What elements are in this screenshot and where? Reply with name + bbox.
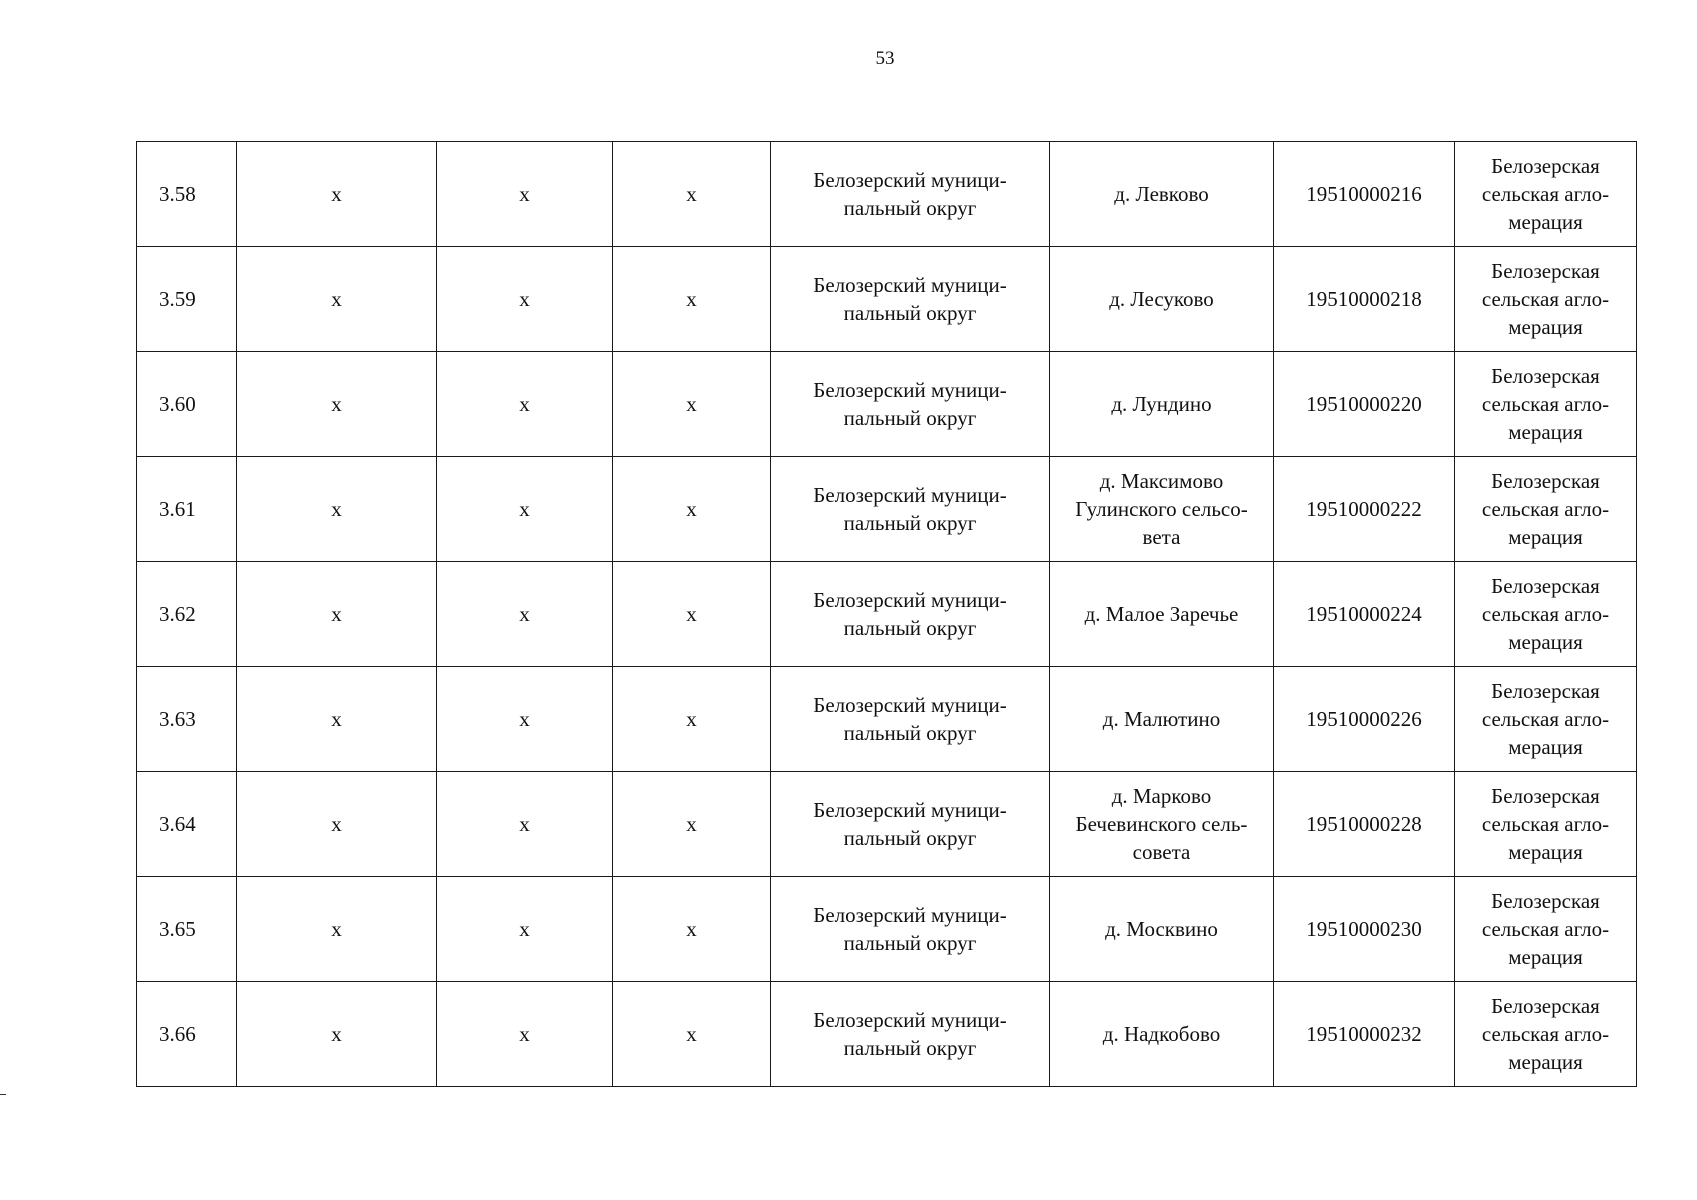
column-2-cell-text: х [331, 812, 342, 836]
settlement-cell [1050, 877, 1274, 982]
table-row [137, 352, 1637, 457]
settlement-registry-table [136, 141, 1637, 1087]
code-cell [1274, 772, 1455, 877]
column-3-cell [437, 457, 613, 562]
column-2-cell-text: х [331, 602, 342, 626]
settlement-cell [1050, 667, 1274, 772]
code-cell-text: 19510000224 [1306, 602, 1422, 626]
column-4-cell-text: х [686, 1022, 697, 1046]
agglomeration-cell [1455, 352, 1637, 457]
district-cell [771, 562, 1050, 667]
settlement-cell [1050, 247, 1274, 352]
column-2-cell [237, 982, 437, 1087]
district-cell [771, 877, 1050, 982]
settlement-cell-text: д. Надкобово [1102, 1022, 1221, 1046]
table-body [137, 142, 1637, 1087]
column-3-cell-text: х [519, 182, 530, 206]
column-2-cell-text: х [331, 707, 342, 731]
row-number-cell [137, 142, 237, 247]
agglomeration-cell-text: Белозерская сельская агло- мерация [1481, 574, 1610, 654]
settlement-cell-text: д. Лундино [1111, 392, 1212, 416]
district-cell-text: Белозерский муници- пальный округ [813, 903, 1007, 955]
column-3-cell-text: х [519, 287, 530, 311]
column-4-cell-text: х [686, 917, 697, 941]
district-cell [771, 772, 1050, 877]
column-3-cell [437, 877, 613, 982]
table-row [137, 982, 1637, 1087]
settlement-cell-text: д. Малютино [1102, 707, 1221, 731]
district-cell-text: Белозерский муници- пальный округ [813, 693, 1007, 745]
column-4-cell [613, 982, 771, 1087]
column-3-cell-text: х [519, 707, 530, 731]
column-3-cell [437, 562, 613, 667]
district-cell [771, 247, 1050, 352]
code-cell-text: 19510000220 [1306, 392, 1422, 416]
settlement-cell [1050, 982, 1274, 1087]
code-cell [1274, 877, 1455, 982]
settlement-cell-text: д. Малое Заречье [1084, 602, 1239, 626]
district-cell [771, 982, 1050, 1087]
district-cell [771, 352, 1050, 457]
row-number-cell-text: 3.61 [159, 497, 196, 521]
code-cell-text: 19510000232 [1306, 1022, 1422, 1046]
agglomeration-cell-text: Белозерская сельская агло- мерация [1481, 994, 1610, 1074]
column-2-cell-text: х [331, 392, 342, 416]
column-2-cell-text: х [331, 497, 342, 521]
row-number-cell-text: 3.59 [159, 287, 196, 311]
column-3-cell-text: х [519, 497, 530, 521]
column-3-cell-text: х [519, 1022, 530, 1046]
page-number: 53 [875, 48, 895, 69]
column-2-cell [237, 142, 437, 247]
row-number-cell-text: 3.66 [159, 1022, 196, 1046]
district-cell [771, 457, 1050, 562]
margin-tick [0, 1094, 6, 1095]
agglomeration-cell [1455, 142, 1637, 247]
settlement-cell [1050, 772, 1274, 877]
row-number-cell [137, 667, 237, 772]
settlement-cell [1050, 562, 1274, 667]
agglomeration-cell-text: Белозерская сельская агло- мерация [1481, 364, 1610, 444]
row-number-cell-text: 3.63 [159, 707, 196, 731]
code-cell [1274, 352, 1455, 457]
column-2-cell [237, 247, 437, 352]
settlement-cell [1050, 457, 1274, 562]
settlement-cell-text: д. Левково [1114, 182, 1209, 206]
column-2-cell-text: х [331, 1022, 342, 1046]
column-4-cell-text: х [686, 812, 697, 836]
column-4-cell-text: х [686, 287, 697, 311]
code-cell [1274, 562, 1455, 667]
table-row [137, 247, 1637, 352]
column-2-cell-text: х [331, 917, 342, 941]
column-3-cell-text: х [519, 392, 530, 416]
column-2-cell [237, 457, 437, 562]
column-4-cell-text: х [686, 602, 697, 626]
row-number-cell-text: 3.62 [159, 602, 196, 626]
agglomeration-cell [1455, 247, 1637, 352]
row-number-cell [137, 247, 237, 352]
column-4-cell [613, 142, 771, 247]
row-number-cell [137, 457, 237, 562]
code-cell-text: 19510000218 [1306, 287, 1422, 311]
column-4-cell-text: х [686, 392, 697, 416]
district-cell-text: Белозерский муници- пальный округ [813, 378, 1007, 430]
code-cell [1274, 457, 1455, 562]
settlement-cell [1050, 142, 1274, 247]
column-4-cell-text: х [686, 707, 697, 731]
agglomeration-cell-text: Белозерская сельская агло- мерация [1481, 154, 1610, 234]
code-cell-text: 19510000222 [1306, 497, 1422, 521]
column-3-cell [437, 352, 613, 457]
column-2-cell [237, 877, 437, 982]
district-cell-text: Белозерский муници- пальный округ [813, 168, 1007, 220]
column-3-cell [437, 667, 613, 772]
agglomeration-cell [1455, 982, 1637, 1087]
district-cell [771, 667, 1050, 772]
row-number-cell-text: 3.64 [159, 812, 196, 836]
table-row [137, 667, 1637, 772]
column-4-cell [613, 457, 771, 562]
column-4-cell [613, 772, 771, 877]
row-number-cell-text: 3.58 [159, 182, 196, 206]
district-cell-text: Белозерский муници- пальный округ [813, 798, 1007, 850]
settlement-cell-text: д. Лесуково [1109, 287, 1214, 311]
row-number-cell [137, 982, 237, 1087]
column-3-cell-text: х [519, 812, 530, 836]
table-row [137, 772, 1637, 877]
row-number-cell-text: 3.65 [159, 917, 196, 941]
agglomeration-cell [1455, 772, 1637, 877]
table-row [137, 142, 1637, 247]
column-2-cell [237, 562, 437, 667]
agglomeration-cell [1455, 562, 1637, 667]
district-cell-text: Белозерский муници- пальный округ [813, 273, 1007, 325]
table-row [137, 877, 1637, 982]
agglomeration-cell-text: Белозерская сельская агло- мерация [1481, 679, 1610, 759]
agglomeration-cell [1455, 457, 1637, 562]
settlement-cell [1050, 352, 1274, 457]
column-4-cell [613, 247, 771, 352]
settlement-cell-text: д. Максимово Гулинского сельсо- вета [1075, 469, 1248, 549]
column-3-cell [437, 982, 613, 1087]
code-cell-text: 19510000216 [1306, 182, 1422, 206]
row-number-cell [137, 772, 237, 877]
agglomeration-cell [1455, 667, 1637, 772]
column-4-cell [613, 562, 771, 667]
settlement-cell-text: д. Марково Бечевинского сель- совета [1075, 784, 1248, 864]
column-4-cell-text: х [686, 182, 697, 206]
column-2-cell [237, 352, 437, 457]
column-2-cell [237, 772, 437, 877]
code-cell-text: 19510000230 [1306, 917, 1422, 941]
column-3-cell [437, 247, 613, 352]
code-cell-text: 19510000226 [1306, 707, 1422, 731]
code-cell [1274, 142, 1455, 247]
row-number-cell [137, 352, 237, 457]
column-4-cell [613, 667, 771, 772]
column-3-cell-text: х [519, 602, 530, 626]
district-cell-text: Белозерский муници- пальный округ [813, 1008, 1007, 1060]
column-4-cell-text: х [686, 497, 697, 521]
district-cell [771, 142, 1050, 247]
settlement-cell-text: д. Москвино [1105, 917, 1218, 941]
district-cell-text: Белозерский муници- пальный округ [813, 588, 1007, 640]
district-cell-text: Белозерский муници- пальный округ [813, 483, 1007, 535]
column-2-cell-text: х [331, 287, 342, 311]
column-4-cell [613, 877, 771, 982]
table-row [137, 457, 1637, 562]
column-3-cell [437, 142, 613, 247]
row-number-cell [137, 877, 237, 982]
code-cell-text: 19510000228 [1306, 812, 1422, 836]
column-3-cell-text: х [519, 917, 530, 941]
agglomeration-cell-text: Белозерская сельская агло- мерация [1481, 259, 1610, 339]
code-cell [1274, 982, 1455, 1087]
row-number-cell-text: 3.60 [159, 392, 196, 416]
column-4-cell [613, 352, 771, 457]
table-row [137, 562, 1637, 667]
column-3-cell [437, 772, 613, 877]
agglomeration-cell [1455, 877, 1637, 982]
agglomeration-cell-text: Белозерская сельская агло- мерация [1481, 469, 1610, 549]
column-2-cell-text: х [331, 182, 342, 206]
column-2-cell [237, 667, 437, 772]
agglomeration-cell-text: Белозерская сельская агло- мерация [1481, 889, 1610, 969]
agglomeration-cell-text: Белозерская сельская агло- мерация [1481, 784, 1610, 864]
code-cell [1274, 667, 1455, 772]
code-cell [1274, 247, 1455, 352]
row-number-cell [137, 562, 237, 667]
